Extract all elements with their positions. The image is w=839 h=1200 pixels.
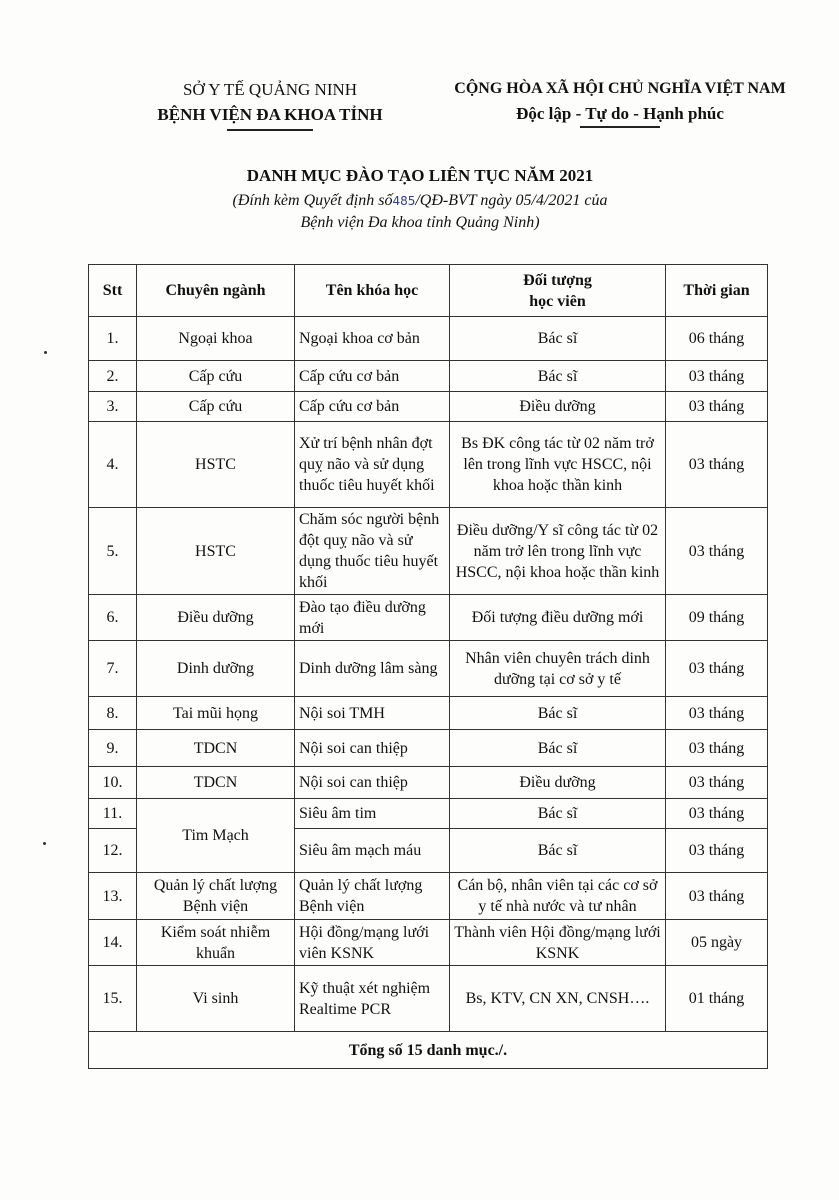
hospital-name: BỆNH VIỆN ĐA KHOA TỈNH (157, 105, 383, 124)
cell-target: Đối tượng điều dưỡng mới (450, 595, 666, 641)
table-row (89, 508, 768, 595)
cell-time: 03 tháng (666, 697, 768, 730)
table-row (89, 595, 768, 641)
cell-course: Xử trí bệnh nhân đợt quỵ não và sử dụng thuốc tiêu huyết khối (295, 422, 450, 508)
cell-course: Chăm sóc người bệnh đột quỵ não và sử dụng thuốc tiêu huyết khối (295, 508, 450, 595)
header-underline (227, 129, 313, 131)
cell-time: 03 tháng (666, 799, 768, 829)
cell-course: Nội soi can thiệp (295, 767, 450, 799)
cell-course: Đào tạo điều dưỡng mới (295, 595, 450, 641)
motto-underline (580, 126, 660, 128)
cell-stt: 5. (89, 508, 137, 595)
cell-major: TDCN (137, 767, 295, 799)
cell-time: 03 tháng (666, 508, 768, 595)
cell-major: Vi sinh (137, 966, 295, 1032)
cell-target: Bác sĩ (450, 361, 666, 392)
cell-time: 03 tháng (666, 392, 768, 422)
cell-target: Bs ĐK công tác từ 02 năm trở lên trong lĩnh vực HSCC, nội khoa hoặc thần kinh (450, 422, 666, 508)
cell-target: Bác sĩ (450, 730, 666, 767)
cell-major: TDCN (137, 730, 295, 767)
title-block (100, 166, 740, 233)
header-major: Chuyên ngành (137, 265, 295, 317)
header-target-line1: Đối tượng (523, 271, 592, 289)
country-name: CỘNG HÒA XÃ HỘI CHỦ NGHĨA VIỆT NAM (454, 80, 786, 97)
header-target-line2: học viên (529, 292, 586, 310)
cell-stt: 7. (89, 641, 137, 697)
cell-stt: 8. (89, 697, 137, 730)
cell-course: Siêu âm tim (295, 799, 450, 829)
national-header (440, 80, 800, 128)
cell-major: Cấp cứu (137, 361, 295, 392)
cell-stt: 2. (89, 361, 137, 392)
cell-major: HSTC (137, 508, 295, 595)
training-table (88, 264, 768, 1069)
subtitle-line2: Bệnh viện Đa khoa tỉnh Quảng Ninh) (300, 214, 540, 231)
cell-time: 03 tháng (666, 361, 768, 392)
cell-stt: 10. (89, 767, 137, 799)
cell-stt: 1. (89, 317, 137, 361)
table-row (89, 799, 768, 829)
cell-course: Hội đồng/mạng lưới viên KSNK (295, 920, 450, 966)
table-row (89, 873, 768, 920)
cell-time: 03 tháng (666, 873, 768, 920)
header-course: Tên khóa học (295, 265, 450, 317)
cell-time: 03 tháng (666, 730, 768, 767)
cell-stt: 9. (89, 730, 137, 767)
cell-target: Điều dưỡng (450, 767, 666, 799)
cell-stt: 15. (89, 966, 137, 1032)
cell-target: Nhân viên chuyên trách dinh dưỡng tại cơ sở y tế (450, 641, 666, 697)
cell-time: 03 tháng (666, 829, 768, 873)
cell-stt: 11. (89, 799, 137, 829)
table-row (89, 920, 768, 966)
cell-course: Nội soi TMH (295, 697, 450, 730)
cell-time: 03 tháng (666, 422, 768, 508)
cell-course: Nội soi can thiệp (295, 730, 450, 767)
cell-major: Dinh dưỡng (137, 641, 295, 697)
table-row (89, 317, 768, 361)
scan-speck (43, 842, 46, 845)
table-row (89, 767, 768, 799)
cell-course: Cấp cứu cơ bản (295, 361, 450, 392)
cell-target: Bác sĩ (450, 829, 666, 873)
cell-major: Quản lý chất lượng Bệnh viện (137, 873, 295, 920)
document-subtitle (100, 190, 740, 233)
header-time: Thời gian (666, 265, 768, 317)
decision-number: 485 (392, 194, 416, 208)
cell-target: Bác sĩ (450, 799, 666, 829)
cell-major: Kiểm soát nhiễm khuẩn (137, 920, 295, 966)
cell-course: Siêu âm mạch máu (295, 829, 450, 873)
header-stt: Stt (89, 265, 137, 317)
cell-time: 03 tháng (666, 767, 768, 799)
cell-stt: 3. (89, 392, 137, 422)
cell-stt: 13. (89, 873, 137, 920)
cell-course: Quản lý chất lượng Bệnh viện (295, 873, 450, 920)
cell-time: 01 tháng (666, 966, 768, 1032)
subtitle-suffix: /QĐ-BVT ngày 05/4/2021 của (415, 192, 608, 209)
cell-time: 06 tháng (666, 317, 768, 361)
cell-course: Ngoại khoa cơ bản (295, 317, 450, 361)
table-row (89, 697, 768, 730)
cell-major: HSTC (137, 422, 295, 508)
scan-speck (44, 351, 47, 354)
cell-major: Ngoại khoa (137, 317, 295, 361)
cell-time: 03 tháng (666, 641, 768, 697)
cell-course: Kỹ thuật xét nghiệm Realtime PCR (295, 966, 450, 1032)
table-total: Tổng số 15 danh mục./. (89, 1032, 768, 1069)
cell-target: Bác sĩ (450, 317, 666, 361)
table-row (89, 392, 768, 422)
cell-major: Cấp cứu (137, 392, 295, 422)
department-name: SỞ Y TẾ QUẢNG NINH (182, 80, 358, 99)
table-header-row (89, 265, 768, 317)
cell-target: Cán bộ, nhân viên tại các cơ sở y tế nhà nước và tư nhân (450, 873, 666, 920)
issuer-header (120, 80, 420, 131)
cell-time: 09 tháng (666, 595, 768, 641)
table-row (89, 361, 768, 392)
cell-major: Điều dưỡng (137, 595, 295, 641)
cell-stt: 14. (89, 920, 137, 966)
motto: Độc lập - Tự do - Hạnh phúc (516, 104, 724, 123)
table-total-row (89, 1032, 768, 1069)
cell-time: 05 ngày (666, 920, 768, 966)
table-row (89, 730, 768, 767)
document-title: DANH MỤC ĐÀO TẠO LIÊN TỤC NĂM 2021 (246, 166, 594, 185)
cell-stt: 12. (89, 829, 137, 873)
cell-target: Thành viên Hội đồng/mạng lưới KSNK (450, 920, 666, 966)
table-row (89, 422, 768, 508)
cell-target: Bs, KTV, CN XN, CNSH…. (450, 966, 666, 1032)
cell-course: Cấp cứu cơ bản (295, 392, 450, 422)
cell-course: Dinh dưỡng lâm sàng (295, 641, 450, 697)
subtitle-prefix: (Đính kèm Quyết định số (232, 192, 393, 209)
cell-target: Điều dưỡng (450, 392, 666, 422)
cell-target: Bác sĩ (450, 697, 666, 730)
cell-stt: 4. (89, 422, 137, 508)
cell-major: Tai mũi họng (137, 697, 295, 730)
cell-target: Điều dưỡng/Y sĩ công tác từ 02 năm trở lên trong lĩnh vực HSCC, nội khoa hoặc thần kinh (450, 508, 666, 595)
table-row (89, 966, 768, 1032)
cell-major: Tim Mạch (137, 799, 295, 873)
cell-stt: 6. (89, 595, 137, 641)
table-row (89, 641, 768, 697)
header-target (450, 265, 666, 317)
